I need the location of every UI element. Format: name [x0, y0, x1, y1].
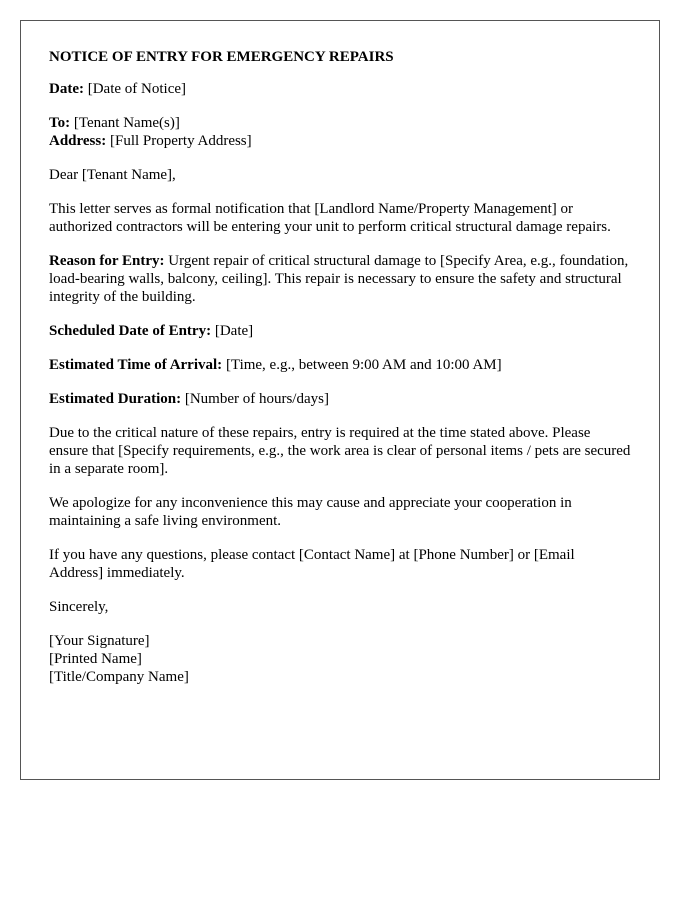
date-label: Date:: [49, 81, 84, 97]
printed-name-line: [Printed Name]: [49, 651, 142, 667]
contact-paragraph: If you have any questions, please contact [Contact Name] at [Phone Number] or [Email Address] immediately.: [49, 547, 575, 581]
notice-document: [20, 20, 660, 780]
address-line: [49, 132, 631, 150]
arrival-time-value: [Time, e.g., between 9:00 AM and 10:00 AM]: [222, 357, 502, 373]
to-value: [Tenant Name(s)]: [70, 115, 180, 131]
date-value: [Date of Notice]: [83, 81, 187, 97]
notice-title: NOTICE OF ENTRY FOR EMERGENCY REPAIRS: [49, 49, 394, 65]
address-label: Address:: [49, 133, 107, 149]
duration-line: [49, 390, 631, 408]
title-company-line: [Title/Company Name]: [49, 669, 189, 685]
signature-line: [Your Signature]: [49, 633, 150, 649]
notice-body: [49, 48, 631, 686]
date-line: [49, 80, 631, 98]
reason-paragraph: [49, 252, 631, 306]
salutation: Dear [Tenant Name],: [49, 167, 176, 183]
apology-paragraph: We apologize for any inconvenience this may cause and appreciate your cooperation in maintaining a safe living environment.: [49, 495, 572, 529]
scheduled-date-label: Scheduled Date of Entry:: [49, 323, 212, 339]
scheduled-date-value: [Date]: [211, 323, 254, 339]
arrival-time-line: [49, 356, 631, 374]
to-line: [49, 114, 631, 132]
scheduled-date-line: [49, 322, 631, 340]
closing: Sincerely,: [49, 599, 109, 615]
reason-value: Urgent repair of critical structural damage to [Specify Area, e.g., foundation, load-bearing walls, balcony, ceiling]. This repair is necessary to ensure the safety and structural integrity of the building.: [49, 253, 629, 305]
duration-label: Estimated Duration:: [49, 391, 182, 407]
duration-value: [Number of hours/days]: [181, 391, 329, 407]
address-value: [Full Property Address]: [106, 133, 252, 149]
signature-block: [49, 632, 631, 686]
to-label: To:: [49, 115, 71, 131]
recipient-block: [49, 114, 631, 150]
arrival-time-label: Estimated Time of Arrival:: [49, 357, 223, 373]
reason-label: Reason for Entry:: [49, 253, 165, 269]
intro-paragraph: This letter serves as formal notification that [Landlord Name/Property Management] or authorized contractors will be entering your unit to perform critical structural damage repairs.: [49, 201, 611, 235]
requirements-paragraph: Due to the critical nature of these repairs, entry is required at the time stated above. Please ensure that [Specify requirements, e.g., the work area is clear of personal items / pets are secured in a separate room].: [49, 425, 631, 477]
